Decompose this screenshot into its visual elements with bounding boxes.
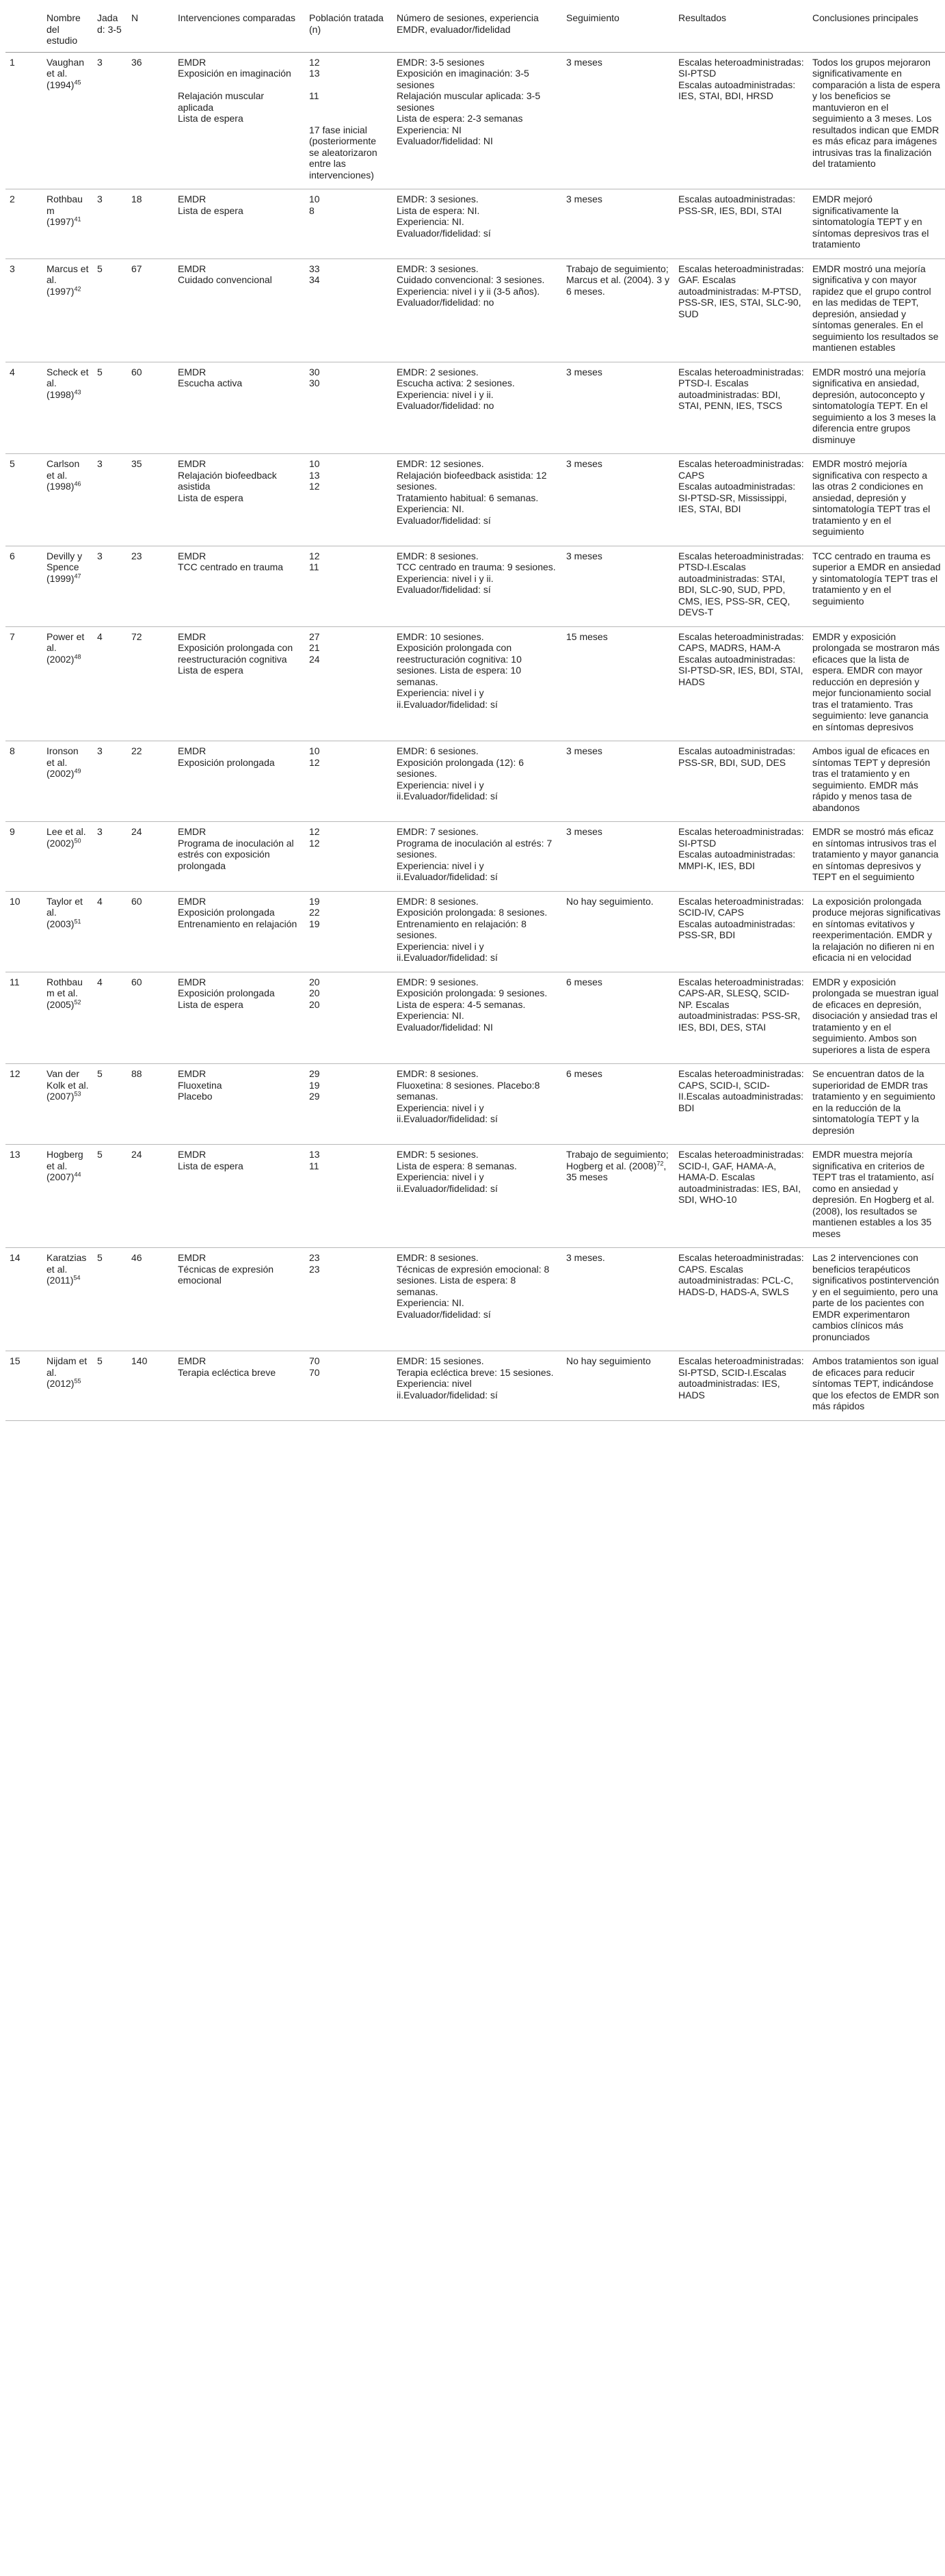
conclusions-cell: EMDR y exposición prolongada se muestran igual de eficaces en depresión, disociación y ansiedad tras el tratamiento y en el seguimiento. Ambos son superiores a lista de espera xyxy=(808,972,945,1064)
followup-cell: 15 meses xyxy=(562,626,674,741)
followup-reference: 72 xyxy=(656,1159,664,1167)
jadad-cell: 5 xyxy=(93,362,127,454)
row-number-cell: 13 xyxy=(5,1145,42,1248)
table-row xyxy=(5,52,945,189)
study-cell xyxy=(42,546,93,626)
table-body xyxy=(5,52,945,1420)
results-cell: Escalas autoadministradas: PSS-SR, BDI, SUD, DES xyxy=(674,741,808,822)
n-cell: 88 xyxy=(127,1064,174,1145)
row-number-cell: 6 xyxy=(5,546,42,626)
study-name: Van der Kolk et al. (2007) xyxy=(46,1068,89,1102)
sessions-cell: EMDR: 15 sesiones. Terapia ecléctica breve: 15 sesiones. Experiencia: nivel ii.Evaluador/fidelidad: sí xyxy=(392,1351,562,1421)
population-cell: 23 23 xyxy=(305,1248,392,1351)
study-reference: 46 xyxy=(74,480,81,488)
conclusions-cell: EMDR y exposición prolongada se mostraron más eficaces que la lista de espera. EMDR con mayor reducción en depresión y mejor funcionamiento social tras el tratamiento. Tras seguimiento: leve ganancia en síntomas depresivos xyxy=(808,626,945,741)
sessions-cell: EMDR: 3-5 sesiones Exposición en imaginación: 3-5 sesiones Relajación muscular aplicada: 3-5 sesiones Lista de espera: 2-3 semanas Experiencia: NI Evaluador/fidelidad: NI xyxy=(392,52,562,189)
header-row xyxy=(5,3,945,52)
header-sessions: Número de sesiones, experiencia EMDR, evaluador/fidelidad xyxy=(392,3,562,52)
studies-table xyxy=(5,3,945,1421)
interventions-cell: EMDR Cuidado convencional xyxy=(174,258,305,362)
table-row xyxy=(5,1145,945,1248)
population-cell: 33 34 xyxy=(305,258,392,362)
jadad-cell: 4 xyxy=(93,891,127,972)
sessions-cell: EMDR: 9 sesiones. Exposición prolongada: 9 sesiones. Lista de espera: 4-5 semanas. Experiencia: NI. Evaluador/fidelidad: NI xyxy=(392,972,562,1064)
n-cell: 35 xyxy=(127,454,174,546)
conclusions-cell: EMDR mejoró significativamente la sintomatología TEPT y en síntomas depresivos tras el tratamiento xyxy=(808,189,945,259)
jadad-cell: 5 xyxy=(93,1145,127,1248)
sessions-cell: EMDR: 12 sesiones. Relajación biofeedback asistida: 12 sesiones. Tratamiento habitual: 6 semanas. Experiencia: NI. Evaluador/fidelidad: sí xyxy=(392,454,562,546)
interventions-cell: EMDR Programa de inoculación al estrés con exposición prolongada xyxy=(174,822,305,892)
results-cell: Escalas heteroadministradas: PTSD-I.Escalas autoadministradas: STAI, BDI, SLC-90, SUD, PPD, CMS, IES, PSS-SR, CEQ, DEVS-T xyxy=(674,546,808,626)
conclusions-cell: Ambos igual de eficaces en síntomas TEPT y depresión tras el tratamiento y en seguimiento. EMDR más rápido y menos tasa de abandonos xyxy=(808,741,945,822)
study-cell xyxy=(42,891,93,972)
results-cell: Escalas heteroadministradas: CAPS. Escalas autoadministradas: PCL-C, HADS-D, HADS-A, SWLS xyxy=(674,1248,808,1351)
conclusions-cell: EMDR mostró mejoría significativa con respecto a las otras 2 condiciones en ansiedad, depresión y sintomatología TEPT tras el tratamiento y en el seguimiento xyxy=(808,454,945,546)
conclusions-cell: EMDR mostró una mejoría significativa y con mayor rapidez que el grupo control en las medidas de TEPT, depresión, ansiedad y síntomas generales. En el seguimiento los resultados se mantienen estables xyxy=(808,258,945,362)
sessions-cell: EMDR: 10 sesiones. Exposición prolongada con reestructuración cognitiva: 10 sesiones. Lista de espera: 10 semanas. Experiencia: nivel i y ii.Evaluador/fidelidad: sí xyxy=(392,626,562,741)
conclusions-cell: Las 2 intervenciones con beneficios terapéuticos significativos postintervención y en el seguimiento, pero una parte de los pacientes con EMDR experimentaron cambios clínicos más pronunciados xyxy=(808,1248,945,1351)
interventions-cell: EMDR Técnicas de expresión emocional xyxy=(174,1248,305,1351)
results-cell: Escalas heteroadministradas: CAPS, SCID-I, SCID-II.Escalas autoadministradas: BDI xyxy=(674,1064,808,1145)
row-number-cell: 9 xyxy=(5,822,42,892)
interventions-cell: EMDR Exposición en imaginación Relajación muscular aplicada Lista de espera xyxy=(174,52,305,189)
interventions-cell: EMDR Relajación biofeedback asistida Lista de espera xyxy=(174,454,305,546)
n-cell: 140 xyxy=(127,1351,174,1421)
study-reference: 47 xyxy=(74,572,81,579)
study-cell xyxy=(42,1351,93,1421)
table-row xyxy=(5,891,945,972)
study-cell xyxy=(42,972,93,1064)
header-number xyxy=(5,3,42,52)
row-number-cell: 11 xyxy=(5,972,42,1064)
header-followup: Seguimiento xyxy=(562,3,674,52)
study-name: Lee et al. (2002) xyxy=(46,826,86,849)
jadad-cell: 5 xyxy=(93,258,127,362)
study-cell xyxy=(42,52,93,189)
table-row xyxy=(5,189,945,259)
population-cell: 10 8 xyxy=(305,189,392,259)
table-header xyxy=(5,3,945,52)
header-n: N xyxy=(127,3,174,52)
conclusions-cell: Ambos tratamientos son igual de eficaces para reducir síntomas TEPT, indicándose que los efectos de EMDR son más rápidos xyxy=(808,1351,945,1421)
followup-cell: 3 meses xyxy=(562,454,674,546)
interventions-cell: EMDR Exposición prolongada con reestructuración cognitiva Lista de espera xyxy=(174,626,305,741)
interventions-cell: EMDR Exposición prolongada Entrenamiento en relajación xyxy=(174,891,305,972)
study-reference: 51 xyxy=(74,917,81,925)
row-number-cell: 10 xyxy=(5,891,42,972)
study-cell xyxy=(42,626,93,741)
conclusions-cell: Se encuentran datos de la superioridad de EMDR tras tratamiento y en seguimiento en la reducción de la sintomatología TEPT y la depresión xyxy=(808,1064,945,1145)
conclusions-cell: Todos los grupos mejoraron significativamente en comparación a lista de espera y los beneficios se mantuvieron en el seguimiento a 3 meses. Los resultados indican que EMDR es más eficaz para imágenes intrusivas tras la finalización del tratamiento xyxy=(808,52,945,189)
study-cell xyxy=(42,1064,93,1145)
results-cell: Escalas autoadministradas: PSS-SR, IES, BDI, STAI xyxy=(674,189,808,259)
followup-cell: 6 meses xyxy=(562,1064,674,1145)
study-reference: 55 xyxy=(74,1377,81,1385)
study-cell xyxy=(42,362,93,454)
row-number-cell: 3 xyxy=(5,258,42,362)
header-interventions: Intervenciones comparadas xyxy=(174,3,305,52)
results-cell: Escalas heteroadministradas: CAPS Escalas autoadministradas: SI-PTSD-SR, Mississippi, IES, STAI, BDI xyxy=(674,454,808,546)
study-cell xyxy=(42,1145,93,1248)
study-cell xyxy=(42,1248,93,1351)
table-row xyxy=(5,362,945,454)
header-jadad: Jadad: 3-5 xyxy=(93,3,127,52)
population-cell: 10 12 xyxy=(305,741,392,822)
interventions-cell: EMDR Exposición prolongada xyxy=(174,741,305,822)
jadad-cell: 3 xyxy=(93,822,127,892)
followup-cell: 3 meses xyxy=(562,52,674,189)
followup-cell: No hay seguimiento. xyxy=(562,891,674,972)
study-cell xyxy=(42,189,93,259)
population-cell: 13 11 xyxy=(305,1145,392,1248)
n-cell: 60 xyxy=(127,972,174,1064)
study-cell xyxy=(42,741,93,822)
followup-cell: Trabajo de seguimiento; Marcus et al. (2004). 3 y 6 meses. xyxy=(562,258,674,362)
jadad-cell: 5 xyxy=(93,1064,127,1145)
population-cell: 19 22 19 xyxy=(305,891,392,972)
study-name: Taylor et al. (2003) xyxy=(46,895,83,929)
table-row xyxy=(5,626,945,741)
study-reference: 48 xyxy=(74,652,81,660)
population-cell: 29 19 29 xyxy=(305,1064,392,1145)
results-cell: Escalas heteroadministradas: SI-PTSD Escalas autoadministradas: IES, STAI, BDI, HRSD xyxy=(674,52,808,189)
interventions-cell: EMDR Fluoxetina Placebo xyxy=(174,1064,305,1145)
table-row xyxy=(5,822,945,892)
n-cell: 60 xyxy=(127,362,174,454)
results-cell: Escalas heteroadministradas: PTSD-I. Escalas autoadministradas: BDI, STAI, PENN, IES, TSCS xyxy=(674,362,808,454)
table-row xyxy=(5,546,945,626)
header-results: Resultados xyxy=(674,3,808,52)
sessions-cell: EMDR: 7 sesiones. Programa de inoculación al estrés: 7 sesiones. Experiencia: nivel i y ii.Evaluador/fidelidad: sí xyxy=(392,822,562,892)
results-cell: Escalas heteroadministradas: CAPS, MADRS, HAM-A Escalas autoadministradas: SI-PTSD-SR, IES, BDI, STAI, HADS xyxy=(674,626,808,741)
results-cell: Escalas heteroadministradas: SI-PTSD, SCID-I.Escalas autoadministradas: IES, HADS xyxy=(674,1351,808,1421)
n-cell: 24 xyxy=(127,1145,174,1248)
study-name: Rothbaum et al. (2005) xyxy=(46,976,83,1010)
study-reference: 45 xyxy=(74,78,81,85)
study-reference: 41 xyxy=(74,215,81,223)
followup-tail: , 35 meses xyxy=(566,1160,667,1182)
interventions-cell: EMDR Terapia ecléctica breve xyxy=(174,1351,305,1421)
followup-cell: 3 meses. xyxy=(562,1248,674,1351)
sessions-cell: EMDR: 5 sesiones. Lista de espera: 8 semanas. Experiencia: nivel i y ii.Evaluador/fidelidad: sí xyxy=(392,1145,562,1248)
population-cell: 12 13 11 17 fase inicial (posteriormente se aleatorizaron entre las intervenciones) xyxy=(305,52,392,189)
jadad-cell: 3 xyxy=(93,454,127,546)
row-number-cell: 2 xyxy=(5,189,42,259)
interventions-cell: EMDR Exposición prolongada Lista de espera xyxy=(174,972,305,1064)
study-reference: 43 xyxy=(74,388,81,395)
n-cell: 72 xyxy=(127,626,174,741)
study-name: Marcus et al. (1997) xyxy=(46,263,89,297)
interventions-cell: EMDR Escucha activa xyxy=(174,362,305,454)
n-cell: 67 xyxy=(127,258,174,362)
interventions-cell: EMDR Lista de espera xyxy=(174,1145,305,1248)
followup-text: Trabajo de seguimiento; Hogberg et al. (2008) xyxy=(566,1149,669,1171)
study-name: Hogberg et al. (2007) xyxy=(46,1149,83,1182)
study-cell xyxy=(42,822,93,892)
followup-cell: No hay seguimiento xyxy=(562,1351,674,1421)
study-reference: 44 xyxy=(74,1171,81,1178)
study-cell xyxy=(42,454,93,546)
results-cell: Escalas heteroadministradas: SI-PTSD Escalas autoadministradas: MMPI-K, IES, BDI xyxy=(674,822,808,892)
study-reference: 42 xyxy=(74,284,81,292)
population-cell: 20 20 20 xyxy=(305,972,392,1064)
population-cell: 10 13 12 xyxy=(305,454,392,546)
sessions-cell: EMDR: 8 sesiones. Técnicas de expresión emocional: 8 sesiones. Lista de espera: 8 semanas. Experiencia: NI. Evaluador/fidelidad: sí xyxy=(392,1248,562,1351)
study-name: Scheck et al. (1998) xyxy=(46,366,89,400)
study-reference: 53 xyxy=(74,1090,81,1098)
study-name: Nijdam et al. (2012) xyxy=(46,1355,88,1389)
n-cell: 46 xyxy=(127,1248,174,1351)
row-number-cell: 8 xyxy=(5,741,42,822)
jadad-cell: 3 xyxy=(93,546,127,626)
n-cell: 24 xyxy=(127,822,174,892)
sessions-cell: EMDR: 8 sesiones. Fluoxetina: 8 sesiones. Placebo:8 semanas. Experiencia: nivel i y ii.Evaluador/fidelidad: sí xyxy=(392,1064,562,1145)
population-cell: 27 21 24 xyxy=(305,626,392,741)
row-number-cell: 4 xyxy=(5,362,42,454)
jadad-cell: 3 xyxy=(93,52,127,189)
results-cell: Escalas heteroadministradas: GAF. Escalas autoadministradas: M-PTSD, PSS-SR, IES, STAI, SLC-90, SUD xyxy=(674,258,808,362)
header-conclusions: Conclusiones principales xyxy=(808,3,945,52)
study-reference: 49 xyxy=(74,767,81,775)
study-reference: 52 xyxy=(74,998,81,1005)
sessions-cell: EMDR: 3 sesiones. Lista de espera: NI. Experiencia: NI. Evaluador/fidelidad: sí xyxy=(392,189,562,259)
sessions-cell: EMDR: 6 sesiones. Exposición prolongada (12): 6 sesiones. Experiencia: nivel i y ii.Evaluador/fidelidad: sí xyxy=(392,741,562,822)
interventions-cell: EMDR Lista de espera xyxy=(174,189,305,259)
n-cell: 22 xyxy=(127,741,174,822)
conclusions-cell: EMDR se mostró más eficaz en síntomas intrusivos tras el tratamiento y mayor ganancia en síntomas depresivos y TEPT en el seguimiento xyxy=(808,822,945,892)
population-cell: 12 11 xyxy=(305,546,392,626)
population-cell: 70 70 xyxy=(305,1351,392,1421)
conclusions-cell: EMDR muestra mejoría significativa en criterios de TEPT tras el tratamiento, así como en ansiedad y depresión. En Hogberg et al. (2008), los resultados se mantienen estables a los 35 meses xyxy=(808,1145,945,1248)
jadad-cell: 5 xyxy=(93,1351,127,1421)
jadad-cell: 5 xyxy=(93,1248,127,1351)
jadad-cell: 3 xyxy=(93,189,127,259)
conclusions-cell: TCC centrado en trauma es superior a EMDR en ansiedad y sintomatología TEPT tras el tratamiento y en el seguimiento xyxy=(808,546,945,626)
n-cell: 23 xyxy=(127,546,174,626)
jadad-cell: 4 xyxy=(93,626,127,741)
table-row xyxy=(5,1351,945,1421)
followup-cell: 3 meses xyxy=(562,546,674,626)
table-row xyxy=(5,1248,945,1351)
population-cell: 30 30 xyxy=(305,362,392,454)
followup-cell: 3 meses xyxy=(562,822,674,892)
study-name: Devilly y Spence (1999) xyxy=(46,550,83,584)
study-name: Ironson et al. (2002) xyxy=(46,745,79,779)
row-number-cell: 1 xyxy=(5,52,42,189)
row-number-cell: 12 xyxy=(5,1064,42,1145)
jadad-cell: 3 xyxy=(93,741,127,822)
row-number-cell: 7 xyxy=(5,626,42,741)
study-name: Vaughan et al. (1994) xyxy=(46,56,85,90)
followup-cell: 3 meses xyxy=(562,189,674,259)
study-cell xyxy=(42,258,93,362)
row-number-cell: 14 xyxy=(5,1248,42,1351)
table-row xyxy=(5,972,945,1064)
table-row xyxy=(5,258,945,362)
study-name: Karatzias et al. (2011) xyxy=(46,1252,87,1286)
n-cell: 18 xyxy=(127,189,174,259)
sessions-cell: EMDR: 8 sesiones. Exposición prolongada: 8 sesiones. Entrenamiento en relajación: 8 sesiones. Experiencia: nivel i y ii.Evaluador/fidelidad: sí xyxy=(392,891,562,972)
followup-cell xyxy=(562,1145,674,1248)
sessions-cell: EMDR: 2 sesiones. Escucha activa: 2 sesiones. Experiencia: nivel i y ii. Evaluador/fidelidad: no xyxy=(392,362,562,454)
followup-cell: 3 meses xyxy=(562,741,674,822)
table-row xyxy=(5,454,945,546)
sessions-cell: EMDR: 8 sesiones. TCC centrado en trauma: 9 sesiones. Experiencia: nivel i y ii. Evaluador/fidelidad: sí xyxy=(392,546,562,626)
header-study: Nombre del estudio xyxy=(42,3,93,52)
results-cell: Escalas heteroadministradas: SCID-IV, CAPS Escalas autoadministradas: PSS-SR, BDI xyxy=(674,891,808,972)
followup-cell: 6 meses xyxy=(562,972,674,1064)
conclusions-cell: EMDR mostró una mejoría significativa en ansiedad, depresión, autoconcepto y sintomatología TEPT. En el seguimiento a los 3 meses la diferencia entre grupos disminuye xyxy=(808,362,945,454)
table-row xyxy=(5,741,945,822)
followup-cell: 3 meses xyxy=(562,362,674,454)
study-reference: 54 xyxy=(73,1274,81,1282)
conclusions-cell: La exposición prolongada produce mejoras significativas en síntomas evitativos y reexperimentación. EMDR y la relajación no difieren ni en eficacia ni en velocidad xyxy=(808,891,945,972)
interventions-cell: EMDR TCC centrado en trauma xyxy=(174,546,305,626)
results-cell: Escalas heteroadministradas: SCID-I, GAF, HAMA-A, HAMA-D. Escalas autoadministradas: IES, BAI, SDI, WHO-10 xyxy=(674,1145,808,1248)
population-cell: 12 12 xyxy=(305,822,392,892)
study-name: Power et al. (2002) xyxy=(46,630,85,665)
row-number-cell: 15 xyxy=(5,1351,42,1421)
jadad-cell: 4 xyxy=(93,972,127,1064)
n-cell: 36 xyxy=(127,52,174,189)
header-population: Población tratada (n) xyxy=(305,3,392,52)
study-name: Rothbaum (1997) xyxy=(46,194,83,227)
results-cell: Escalas heteroadministradas: CAPS-AR, SLESQ, SCID-NP. Escalas autoadministradas: PSS-SR, IES, BDI, DES, STAI xyxy=(674,972,808,1064)
n-cell: 60 xyxy=(127,891,174,972)
study-reference: 50 xyxy=(74,836,81,844)
study-name: Carlson et al. (1998) xyxy=(46,458,80,492)
row-number-cell: 5 xyxy=(5,454,42,546)
table-row xyxy=(5,1064,945,1145)
sessions-cell: EMDR: 3 sesiones. Cuidado convencional: 3 sesiones. Experiencia: nivel i y ii (3-5 años). Evaluador/fidelidad: no xyxy=(392,258,562,362)
